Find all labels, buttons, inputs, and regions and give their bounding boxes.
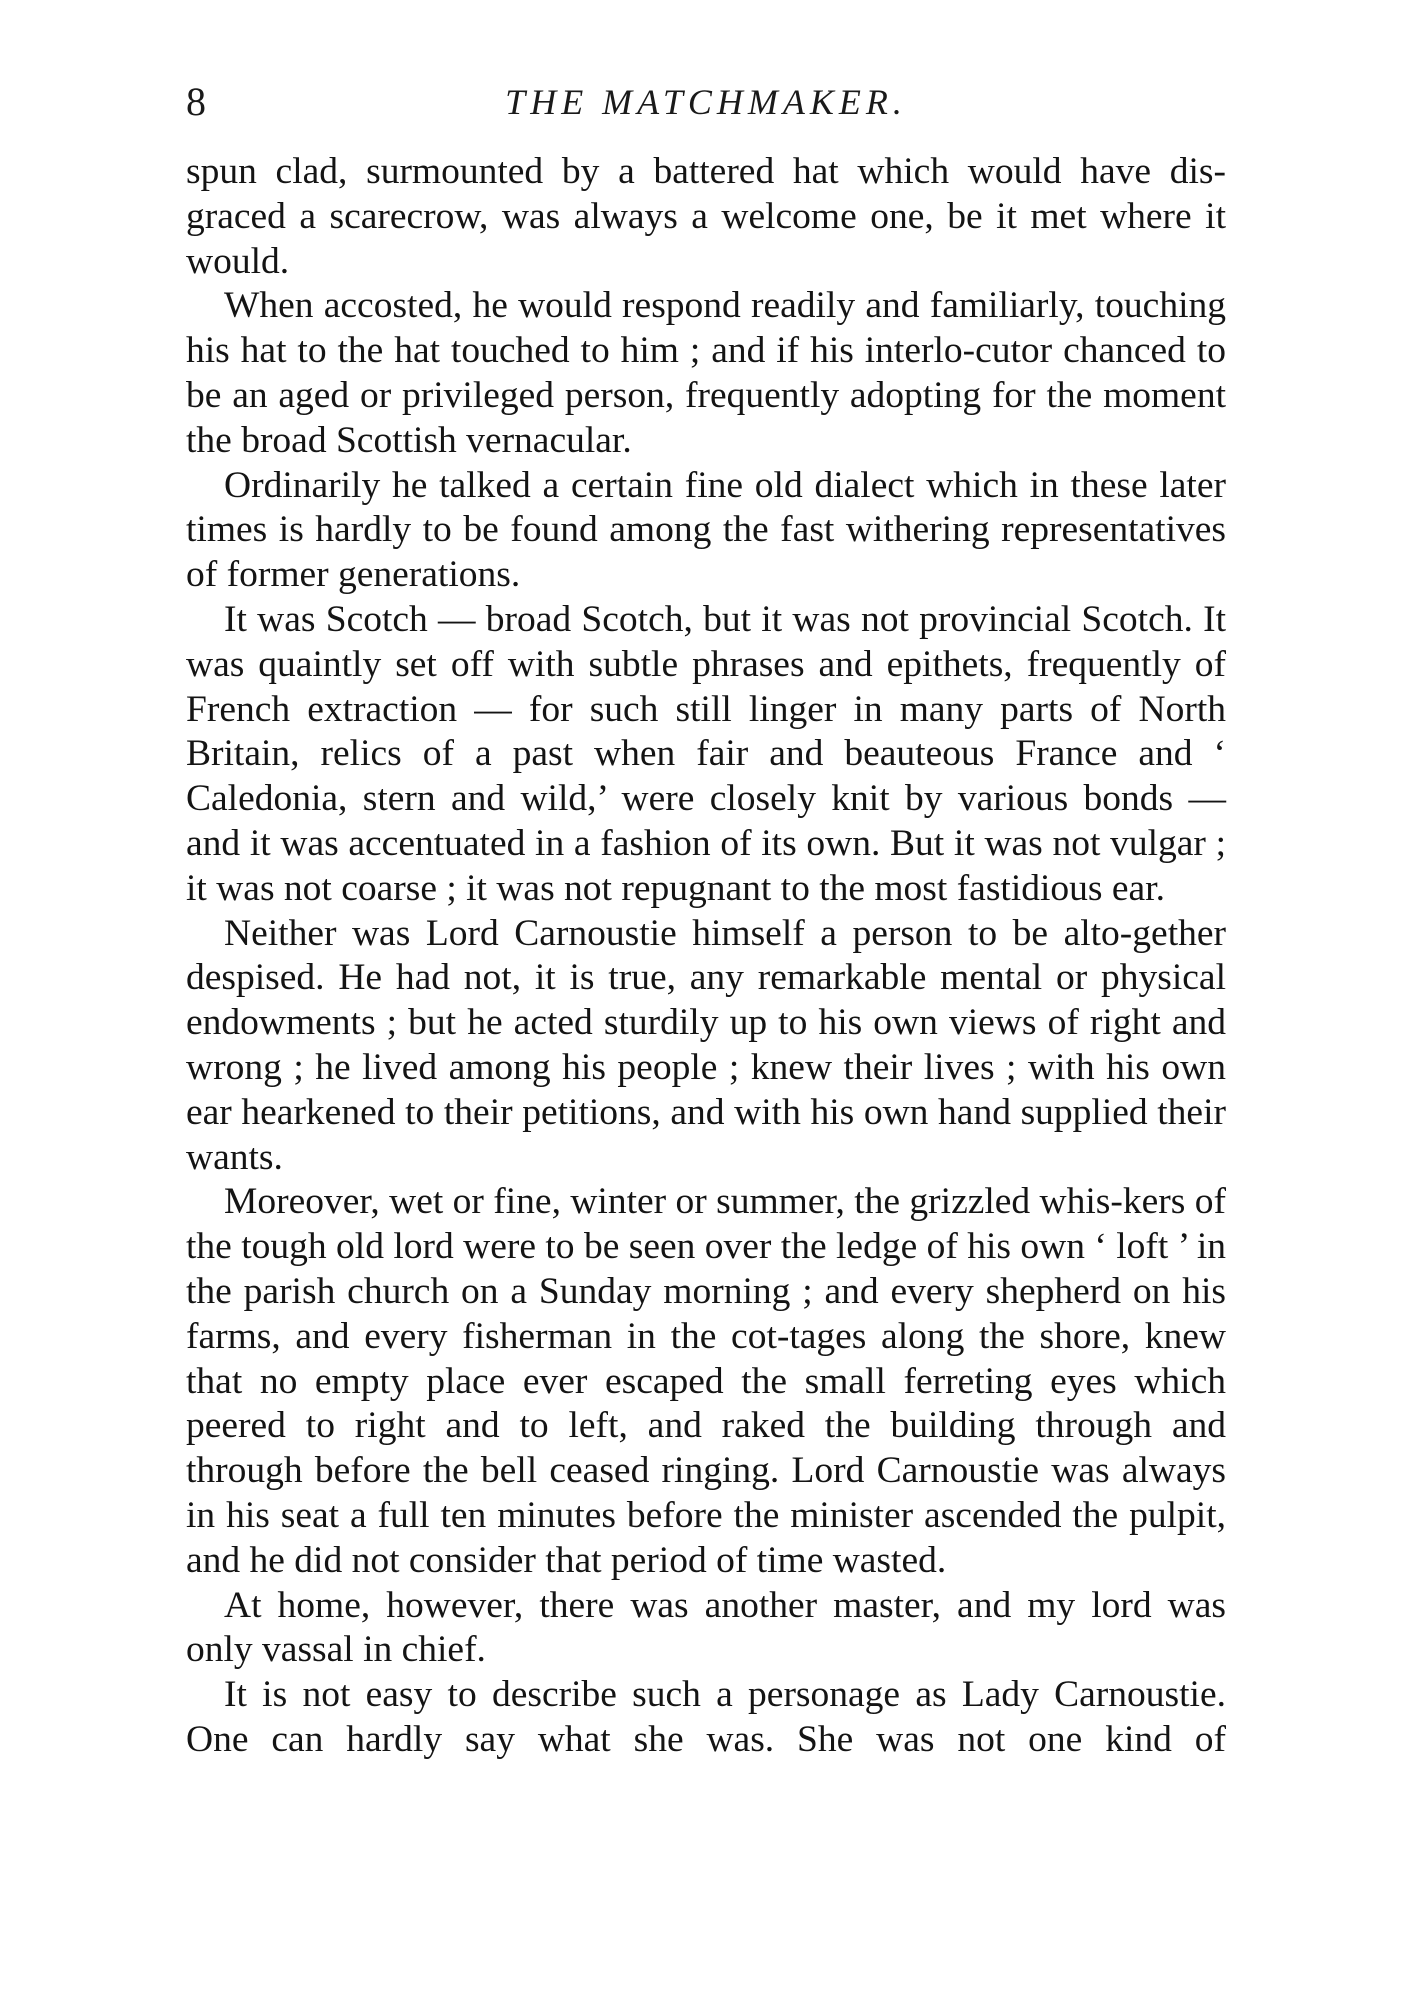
- paragraph: It is not easy to describe such a personage as Lady Carnoustie. One can hardly say what she was. She was not one kind of: [186, 1674, 1226, 1760]
- paragraph: Ordinarily he talked a certain fine old dialect which in these later times is hardly to be found among the fast withering representatives of former generations.: [186, 464, 1226, 596]
- paragraph: Neither was Lord Carnoustie himself a person to be alto-gether despised. He had not, it is true, any remarkable mental or physical endowments ; but he acted sturdily up to his own views of right and wrong ; he lived among his people ; knew their lives ; with his own ear hearkened to their petitions, and with his own hand supplied their wants.: [186, 912, 1226, 1178]
- paragraph: Moreover, wet or fine, winter or summer, the grizzled whis-kers of the tough old lord were to be seen over the ledge of his own ‘ loft ’ in the parish church on a Sunday morning ; and every shepherd on his farms, and every fisherman in the cot-tages along the shore, knew that no empty place ever escaped the small ferreting eyes which peered to right and to left, and raked the building through and through before the bell ceased ringing. Lord Carnoustie was always in his seat a full ten minutes before the minister ascended the pulpit, and he did not consider that period of time wasted.: [186, 1181, 1226, 1581]
- page-number: 8: [186, 79, 206, 124]
- running-title: THE MATCHMAKER.: [505, 82, 907, 122]
- paragraph: At home, however, there was another master, and my lord was only vassal in chief.: [186, 1584, 1226, 1671]
- paragraph: When accosted, he would respond readily and familiarly, touching his hat to the hat touched to him ; and if his interlo-cutor chanced to be an aged or privileged person, frequently adopting for the moment the broad Scottish vernacular.: [186, 285, 1226, 461]
- running-head: [186, 74, 1226, 134]
- paragraph: It was Scotch — broad Scotch, but it was not provincial Scotch. It was quaintly set off with subtle phrases and epithets, frequently of French extraction — for such still linger in many parts of North Britain, relics of a past when fair and beauteous France and ‘ Caledonia, stern and wild,’ were closely knit by various bonds — and it was accentuated in a fashion of its own. But it was not vulgar ; it was not coarse ; it was not repugnant to the most fastidious ear.: [186, 598, 1226, 909]
- body-text: [186, 150, 1226, 1763]
- paragraph: spun clad, surmounted by a battered hat which would have dis-graced a scarecrow, was always a welcome one, be it met where it would.: [186, 151, 1226, 282]
